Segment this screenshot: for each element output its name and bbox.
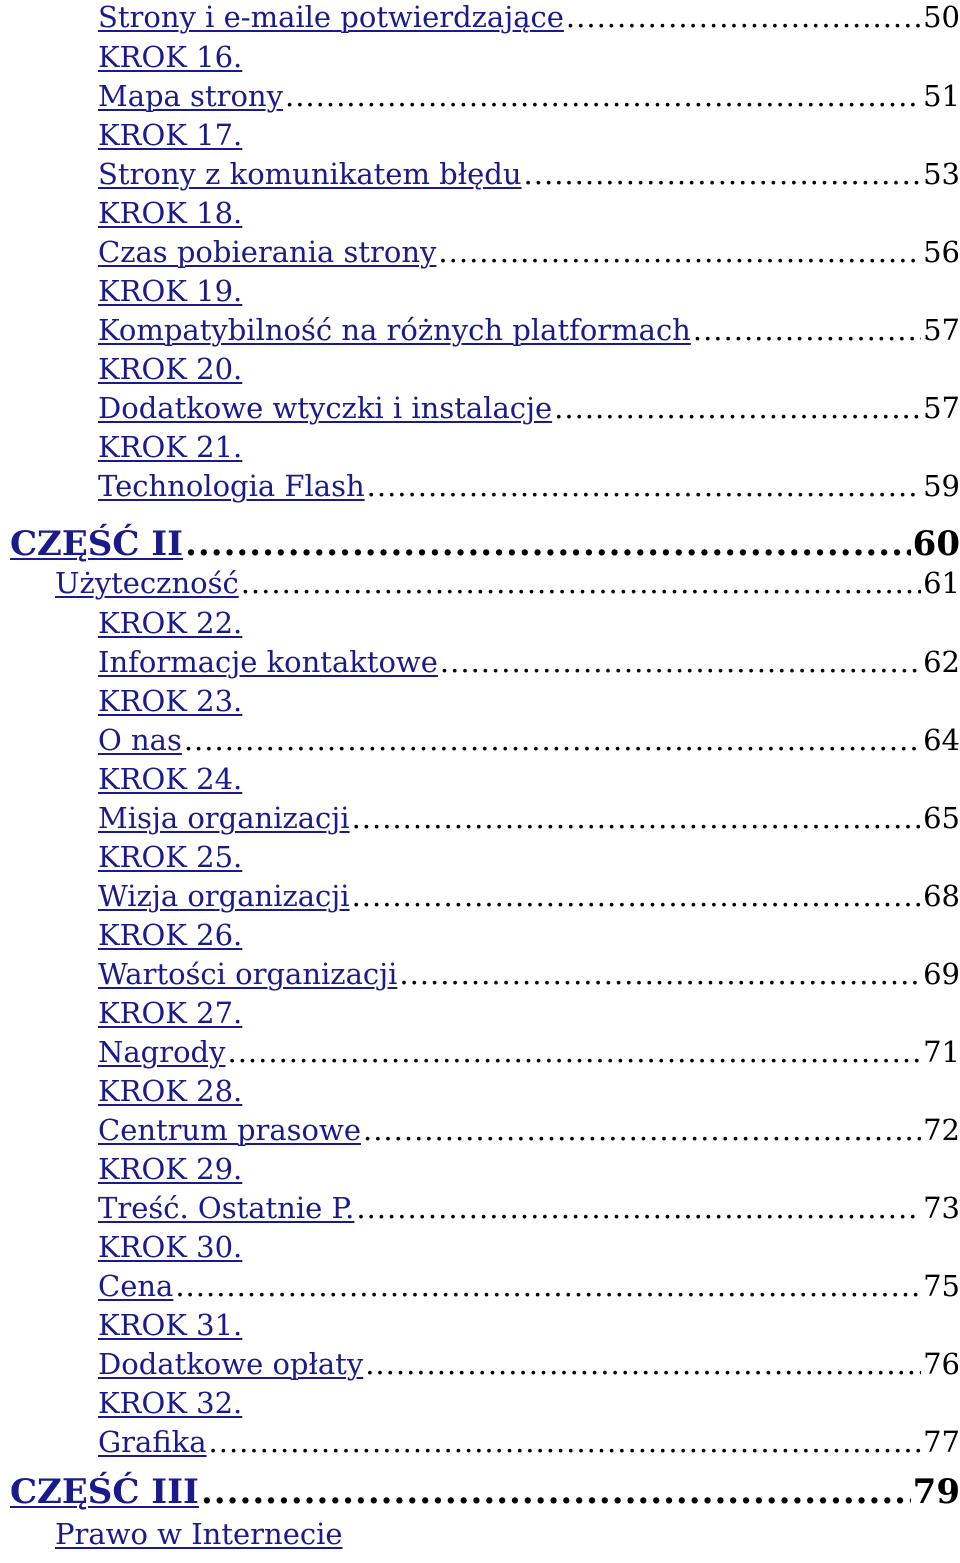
toc-step-link[interactable]: KROK 24. xyxy=(98,762,243,796)
toc-step-link[interactable]: KROK 21. xyxy=(98,430,243,464)
toc-entry-row[interactable] xyxy=(98,1191,960,1225)
dot-leader xyxy=(367,469,921,503)
toc-entry-link[interactable]: Grafika xyxy=(98,1425,207,1459)
page-number: 56 xyxy=(923,235,960,269)
toc-step-label[interactable] xyxy=(98,118,242,152)
toc-step-label[interactable] xyxy=(98,40,242,74)
page-number: 62 xyxy=(923,645,960,679)
toc-entry-link[interactable]: Strony i e-maile potwierdzające xyxy=(98,0,564,34)
toc-section-row[interactable] xyxy=(55,566,960,600)
page-number: 51 xyxy=(923,79,960,113)
page-number: 68 xyxy=(923,879,960,913)
page-number: 73 xyxy=(923,1191,960,1225)
toc-section-row[interactable] xyxy=(55,1517,960,1551)
dot-leader xyxy=(440,645,921,679)
toc-entry-row[interactable] xyxy=(98,1347,960,1381)
toc-entry-link[interactable]: Mapa strony xyxy=(98,79,283,113)
toc-step-link[interactable]: KROK 26. xyxy=(98,918,243,952)
toc-entry-row[interactable] xyxy=(98,235,960,269)
dot-leader xyxy=(184,723,921,757)
toc-entry-row[interactable] xyxy=(98,1425,960,1459)
toc-part-row[interactable] xyxy=(10,1472,960,1512)
toc-entry-link[interactable]: Technologia Flash xyxy=(98,469,365,503)
toc-entry-link[interactable]: Dodatkowe opłaty xyxy=(98,1347,364,1381)
toc-entry-row[interactable] xyxy=(98,313,960,347)
toc-entry-row[interactable] xyxy=(98,0,960,34)
dot-leader xyxy=(399,957,921,991)
toc-step-link[interactable]: KROK 29. xyxy=(98,1152,243,1186)
toc-entry-row[interactable] xyxy=(98,723,960,757)
page-number: 57 xyxy=(923,313,960,347)
toc-entry-link[interactable]: Wartości organizacji xyxy=(98,957,398,991)
toc-entry-link[interactable]: Centrum prasowe xyxy=(98,1113,361,1147)
dot-leader xyxy=(363,1113,921,1147)
toc-entry-row[interactable] xyxy=(98,1269,960,1303)
page-number: 64 xyxy=(923,723,960,757)
toc-entry-link[interactable]: Informacje kontaktowe xyxy=(98,645,438,679)
toc-step-link[interactable]: KROK 22. xyxy=(98,606,243,640)
dot-leader xyxy=(524,157,922,191)
toc-entry-row[interactable] xyxy=(98,391,960,425)
toc-step-label[interactable] xyxy=(98,762,242,796)
toc-step-link[interactable]: KROK 30. xyxy=(98,1230,243,1264)
page-number: 79 xyxy=(912,1472,960,1512)
toc-entry-link[interactable]: Strony z komunikatem błędu xyxy=(98,157,522,191)
toc-entry-link[interactable]: Dodatkowe wtyczki i instalacje xyxy=(98,391,553,425)
toc-step-label[interactable] xyxy=(98,1152,242,1186)
toc-step-link[interactable]: KROK 17. xyxy=(98,118,243,152)
dot-leader xyxy=(175,1269,921,1303)
toc-entry-row[interactable] xyxy=(98,801,960,835)
toc-step-label[interactable] xyxy=(98,1074,242,1108)
page-number: 65 xyxy=(923,801,960,835)
dot-leader xyxy=(209,1425,922,1459)
toc-step-link[interactable]: KROK 28. xyxy=(98,1074,243,1108)
toc-step-label[interactable] xyxy=(98,274,242,308)
toc-entry-row[interactable] xyxy=(98,79,960,113)
dot-leader xyxy=(352,879,922,913)
toc-step-label[interactable] xyxy=(98,1386,242,1420)
page-number: 72 xyxy=(923,1113,960,1147)
page-number: 57 xyxy=(923,391,960,425)
toc-step-label[interactable] xyxy=(98,352,242,386)
dot-leader xyxy=(285,79,921,113)
page-number: 61 xyxy=(923,566,960,600)
toc-step-link[interactable]: KROK 31. xyxy=(98,1308,243,1342)
toc-step-label[interactable] xyxy=(98,606,242,640)
page-number: 53 xyxy=(923,157,960,191)
toc-step-link[interactable]: KROK 25. xyxy=(98,840,243,874)
dot-leader xyxy=(201,1472,911,1512)
dot-leader xyxy=(365,1347,921,1381)
toc-step-link[interactable]: KROK 16. xyxy=(98,40,243,74)
toc-step-label[interactable] xyxy=(98,196,242,230)
toc-step-label[interactable] xyxy=(98,430,242,464)
dot-leader xyxy=(566,0,921,34)
page-number: 60 xyxy=(912,524,960,564)
toc-step-label[interactable] xyxy=(98,1230,242,1264)
page-number: 77 xyxy=(923,1425,960,1459)
toc-step-link[interactable]: KROK 19. xyxy=(98,274,243,308)
dot-leader xyxy=(356,1191,921,1225)
page-number: 76 xyxy=(923,1347,960,1381)
toc-entry-link[interactable]: O nas xyxy=(98,723,182,757)
page-number: 69 xyxy=(923,957,960,991)
dot-leader xyxy=(693,313,921,347)
dot-leader xyxy=(352,801,922,835)
page-number: 59 xyxy=(923,469,960,503)
toc-step-link[interactable]: KROK 23. xyxy=(98,684,243,718)
toc-entry-link[interactable]: Czas pobierania strony xyxy=(98,235,437,269)
toc-entry-row[interactable] xyxy=(98,469,960,503)
dot-leader xyxy=(241,566,921,600)
dot-leader xyxy=(228,1035,922,1069)
toc-entry-link[interactable]: Treść. Ostatnie P. xyxy=(98,1191,355,1225)
toc-part-row[interactable] xyxy=(10,524,960,564)
toc-entry-row[interactable] xyxy=(98,1113,960,1147)
dot-leader xyxy=(438,235,921,269)
toc-entry-link[interactable]: Nagrody xyxy=(98,1035,226,1069)
toc-entry-row[interactable] xyxy=(98,645,960,679)
toc-step-link[interactable]: KROK 20. xyxy=(98,352,243,386)
page-number: 50 xyxy=(923,0,960,34)
dot-leader xyxy=(554,391,921,425)
toc-entry-link[interactable]: Cena xyxy=(98,1269,174,1303)
toc-entry-row[interactable] xyxy=(98,879,960,913)
toc-part-link[interactable]: CZĘŚĆ III xyxy=(10,1472,199,1512)
toc-section-link[interactable]: Prawo w Internecie xyxy=(55,1517,343,1551)
toc-entry-link[interactable]: Wizja organizacji xyxy=(98,879,350,913)
toc-step-label[interactable] xyxy=(98,996,242,1030)
toc-step-label[interactable] xyxy=(98,684,242,718)
toc-entry-row[interactable] xyxy=(98,1035,960,1069)
page-number: 75 xyxy=(923,1269,960,1303)
toc-part-link[interactable]: CZĘŚĆ II xyxy=(10,524,184,564)
toc-entry-row[interactable] xyxy=(98,157,960,191)
toc-step-label[interactable] xyxy=(98,840,242,874)
toc-step-link[interactable]: KROK 18. xyxy=(98,196,243,230)
toc-entry-link[interactable]: Kompatybilność na różnych platformach xyxy=(98,313,691,347)
toc-entry-row[interactable] xyxy=(98,957,960,991)
toc-step-label[interactable] xyxy=(98,1308,242,1342)
toc-step-link[interactable]: KROK 27. xyxy=(98,996,243,1030)
toc-step-link[interactable]: KROK 32. xyxy=(98,1386,243,1420)
toc-step-label[interactable] xyxy=(98,918,242,952)
toc-section-link[interactable]: Użyteczność xyxy=(55,566,239,600)
dot-leader xyxy=(185,524,911,564)
toc-entry-link[interactable]: Misja organizacji xyxy=(98,801,350,835)
page-number: 71 xyxy=(923,1035,960,1069)
